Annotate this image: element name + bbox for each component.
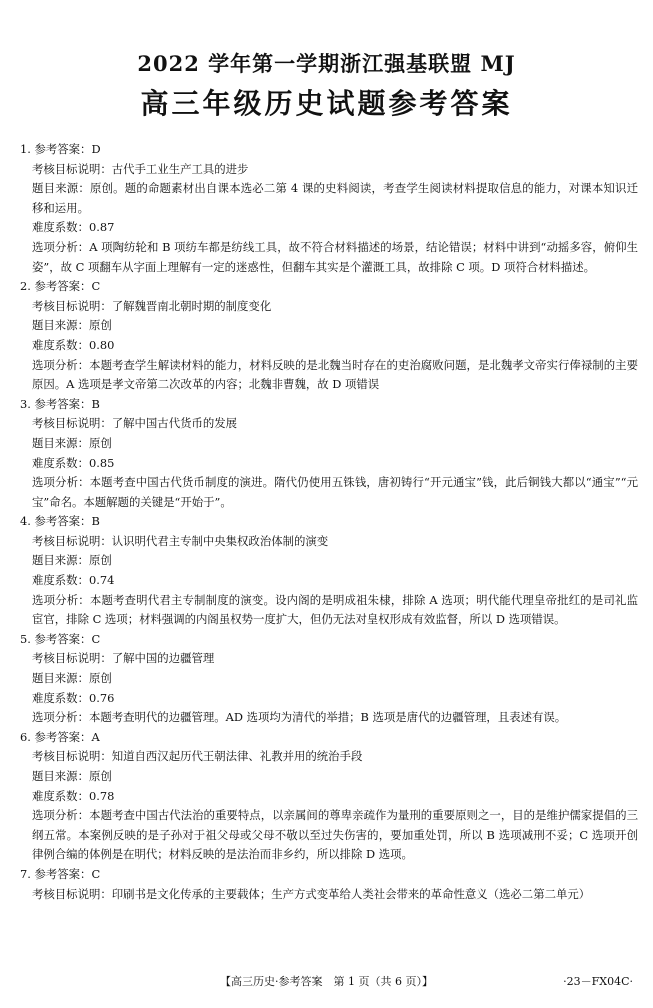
footer-page-info: 【高三历史·参考答案 第 1 页（共 6 页）】 <box>220 975 433 988</box>
objective-text: 考核目标说明：古代手工业生产工具的进步 <box>32 161 249 176</box>
objective-text: 考核目标说明：了解魏晋南北朝时期的制度变化 <box>32 298 272 313</box>
source-text: 题目来源：原创 <box>32 435 112 450</box>
question-3 <box>20 395 638 513</box>
answer-heading: 6. 参考答案：A <box>20 729 100 744</box>
page-footer <box>0 972 653 992</box>
objective-text: 考核目标说明：印刷书是文化传承的主要载体；生产方式变革给人类社会带来的革命性意义（选必二第二单元） <box>32 886 591 901</box>
source-text: 题目来源：原创 <box>32 553 112 568</box>
answer-heading: 7. 参考答案：C <box>20 866 101 881</box>
source-text: 题目来源：原创 <box>32 769 112 783</box>
question-7 <box>20 865 638 904</box>
answer-heading: 4. 参考答案：B <box>20 514 100 529</box>
answer-heading: 1. 参考答案：D <box>20 142 101 156</box>
source-text: 题目来源：原创。题的命题素材出自课本选必二第 4 课的史料阅读，考查学生阅读材料提取信息的能力，对课本知识迁移和运用。 <box>32 181 638 215</box>
difficulty-text: 难度系数：0.85 <box>32 455 115 470</box>
answer-heading: 3. 参考答案：B <box>20 396 100 411</box>
objective-text: 考核目标说明：了解中国古代货币的发展 <box>32 416 238 431</box>
analysis-text: 选项分析：A 项陶纺轮和 B 项纺车都是纺线工具，故不符合材料描述的场景，结论错误；材料中讲到“动摇多容，俯仰生姿”，故 C 项翻车从字面上理解有一定的迷惑性，但翻车其实是个灌溉工具，故排除 C 项。D 项符合材料描述。 <box>32 239 638 274</box>
analysis-text: 选项分析：本题考查学生解读材料的能力，材料反映的是北魏当时存在的吏治腐败问题，是北魏孝文帝实行俸禄制的主要原因。A 选项是孝文帝第二次改革的内容；北魏非曹魏，故 D 项错误 <box>32 357 638 392</box>
source-text: 题目来源：原创 <box>32 318 112 333</box>
difficulty-text: 难度系数：0.78 <box>32 788 115 803</box>
analysis-text: 选项分析：本题考查中国古代法治的重要特点，以亲属间的尊卑亲疏作为量刑的重要原则之一，目的是维护儒家提倡的三纲五常。本案例反映的是子孙对于祖父母或父母不敬以至过失伤害的，要加重处罚，所以 B 选项减刑不妥；C 选项开创律例合编的体例是在明代；材料反映的是法治而非乡约，所以排除 D 选项。 <box>32 808 638 862</box>
analysis-text: 选项分析：本题考查明代君主专制制度的演变。设内阁的是明成祖朱棣，排除 A 选项；明代能代理皇帝批红的是司礼监宦官，排除 C 选项；材料强调的内阁虽权势一度扩大，但仍无法对皇权形成有效监督，所以 D 选项错误。 <box>32 592 638 627</box>
question-5 <box>20 630 638 728</box>
document-title-line1: 2022 学年第一学期浙江强基联盟 MJ <box>137 51 516 76</box>
source-text: 题目来源：原创 <box>32 671 112 686</box>
document-title-line2: 高三年级历史试题参考答案 <box>140 87 513 120</box>
question-6 <box>20 728 638 865</box>
question-2 <box>20 277 638 395</box>
objective-text: 考核目标说明：知道自西汉起历代王朝法律、礼教并用的统治手段 <box>32 749 363 764</box>
objective-text: 考核目标说明：了解中国的边疆管理 <box>32 651 215 666</box>
question-1 <box>20 140 638 277</box>
answer-list <box>20 140 638 904</box>
footer-code: ·23－FX04C· <box>563 975 633 988</box>
analysis-text: 选项分析：本题考查中国古代货币制度的演进。隋代仍使用五铢钱，唐初铸行“开元通宝”钱，此后铜钱大都以“通宝”“元宝”命名。本题解题的关键是“开始于”。 <box>32 475 638 509</box>
question-4 <box>20 512 638 630</box>
answer-heading: 2. 参考答案：C <box>20 279 101 294</box>
difficulty-text: 难度系数：0.87 <box>32 220 115 235</box>
analysis-text: 选项分析：本题考查明代的边疆管理。AD 选项均为清代的举措；B 选项是唐代的边疆管理，且表述有误。 <box>32 710 567 725</box>
answer-heading: 5. 参考答案：C <box>20 631 101 646</box>
objective-text: 考核目标说明：认识明代君主专制中央集权政治体制的演变 <box>32 533 329 548</box>
difficulty-text: 难度系数：0.76 <box>32 690 115 705</box>
difficulty-text: 难度系数：0.74 <box>32 573 115 588</box>
difficulty-text: 难度系数：0.80 <box>32 337 115 352</box>
